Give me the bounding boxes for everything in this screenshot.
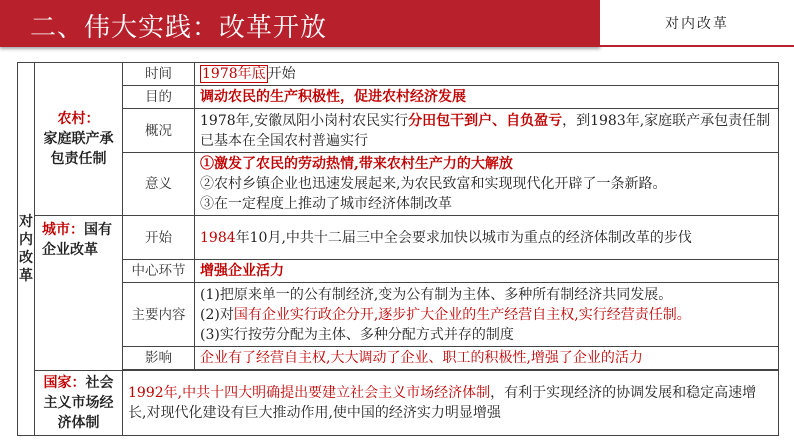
urban-section-label [35, 216, 123, 371]
meaning-label: 意义 [123, 153, 195, 216]
top-rule [600, 45, 794, 47]
nation-label-prefix: 国家： [43, 375, 86, 391]
side-label-text: 对内改革 [19, 214, 33, 284]
start-red: 1984 [200, 229, 236, 246]
urban-label-prefix: 城市： [42, 222, 84, 238]
content-1: (1)把原来单一的公有制经济,变为公有制为主体、多种所有制经济共同发展。 [200, 286, 673, 303]
overview-b: ，到1983年,家庭联产承包责任制已基本在全国农村普遍实行 [200, 112, 771, 149]
side-label [18, 63, 35, 436]
table-row [18, 260, 779, 283]
section-tag [600, 0, 794, 45]
purpose-label: 目的 [123, 86, 195, 109]
start-cell [195, 216, 779, 260]
content-2red: 国有企业实行政企分开,逐步扩大企业的生产经营自主权,实行经营责任制。 [233, 306, 691, 323]
overview-label: 概况 [123, 109, 195, 153]
start-label: 开始 [123, 216, 195, 260]
table-row [18, 216, 779, 260]
content-2 [200, 305, 773, 325]
table-row [18, 109, 779, 153]
table-row [18, 153, 779, 216]
overview-red: 分田包干到户、自负盈亏 [408, 112, 563, 129]
content-label: 主要内容 [123, 283, 195, 347]
impact-label: 影响 [123, 347, 195, 370]
title-banner [0, 0, 600, 47]
table-row [18, 283, 779, 347]
meaning-cell [195, 153, 779, 216]
table-row [18, 86, 779, 109]
overview-cell [195, 109, 779, 153]
section-tag-label: 对内改革 [665, 16, 729, 32]
reform-table [17, 62, 779, 436]
page-title: 二、伟大实践：改革开放 [30, 13, 328, 43]
nation-cell [123, 371, 779, 436]
meaning-3: ③在一定程度上推动了城市经济体制改革 [200, 196, 452, 212]
table-row [18, 63, 779, 86]
purpose-cell: 调动农民的生产积极性，促进农村经济发展 [195, 86, 779, 109]
meaning-1: ①激发了农民的劳动热情,带来农村生产力的大解放 [200, 156, 513, 172]
content-3: (3)实行按劳分配为主体、多种分配方式并存的制度 [200, 326, 514, 343]
nation-section-label [35, 371, 123, 436]
nation-black: ，有利于实现经济的协调发展和稳定高速增长,对现代化建设有巨大推动作用,使中国的经济实力明显增强 [128, 385, 757, 421]
content-cell [195, 283, 779, 347]
rural-label-prefix: 农村： [57, 111, 100, 127]
meaning-2: ②农村乡镇企业也迅速发展起来,为农民致富和实现现代化开辟了一条新路。 [200, 176, 667, 192]
rural-section-label [35, 63, 123, 216]
urban-label-main: 国有企业改革 [42, 222, 112, 258]
time-black: 开始 [267, 66, 296, 82]
nation-label-main: 社会主义市场经济体制 [43, 375, 114, 431]
time-cell [195, 63, 779, 86]
table-row [18, 371, 779, 436]
start-black: 年10月,中共十二届三中全会要求加快以城市为重点的经济体制改革的步伐 [235, 229, 692, 246]
center-cell: 增强企业活力 [195, 260, 779, 283]
overview-a: 1978年,安徽凤阳小岗村农民实行 [200, 112, 409, 129]
content-2a: (2)对 [200, 306, 234, 323]
center-label: 中心环节 [123, 260, 195, 283]
table-row [18, 347, 779, 370]
time-label: 时间 [123, 63, 195, 86]
nation-red: 1992年,中共十四大明确提出要建立社会主义市场经济体制 [128, 385, 491, 401]
time-red: 1978年底 [202, 66, 266, 82]
impact-cell: 企业有了经营自主权,大大调动了企业、职工的积极性,增强了企业的活力 [195, 347, 779, 370]
rural-label-main: 家庭联产承包责任制 [43, 131, 114, 167]
